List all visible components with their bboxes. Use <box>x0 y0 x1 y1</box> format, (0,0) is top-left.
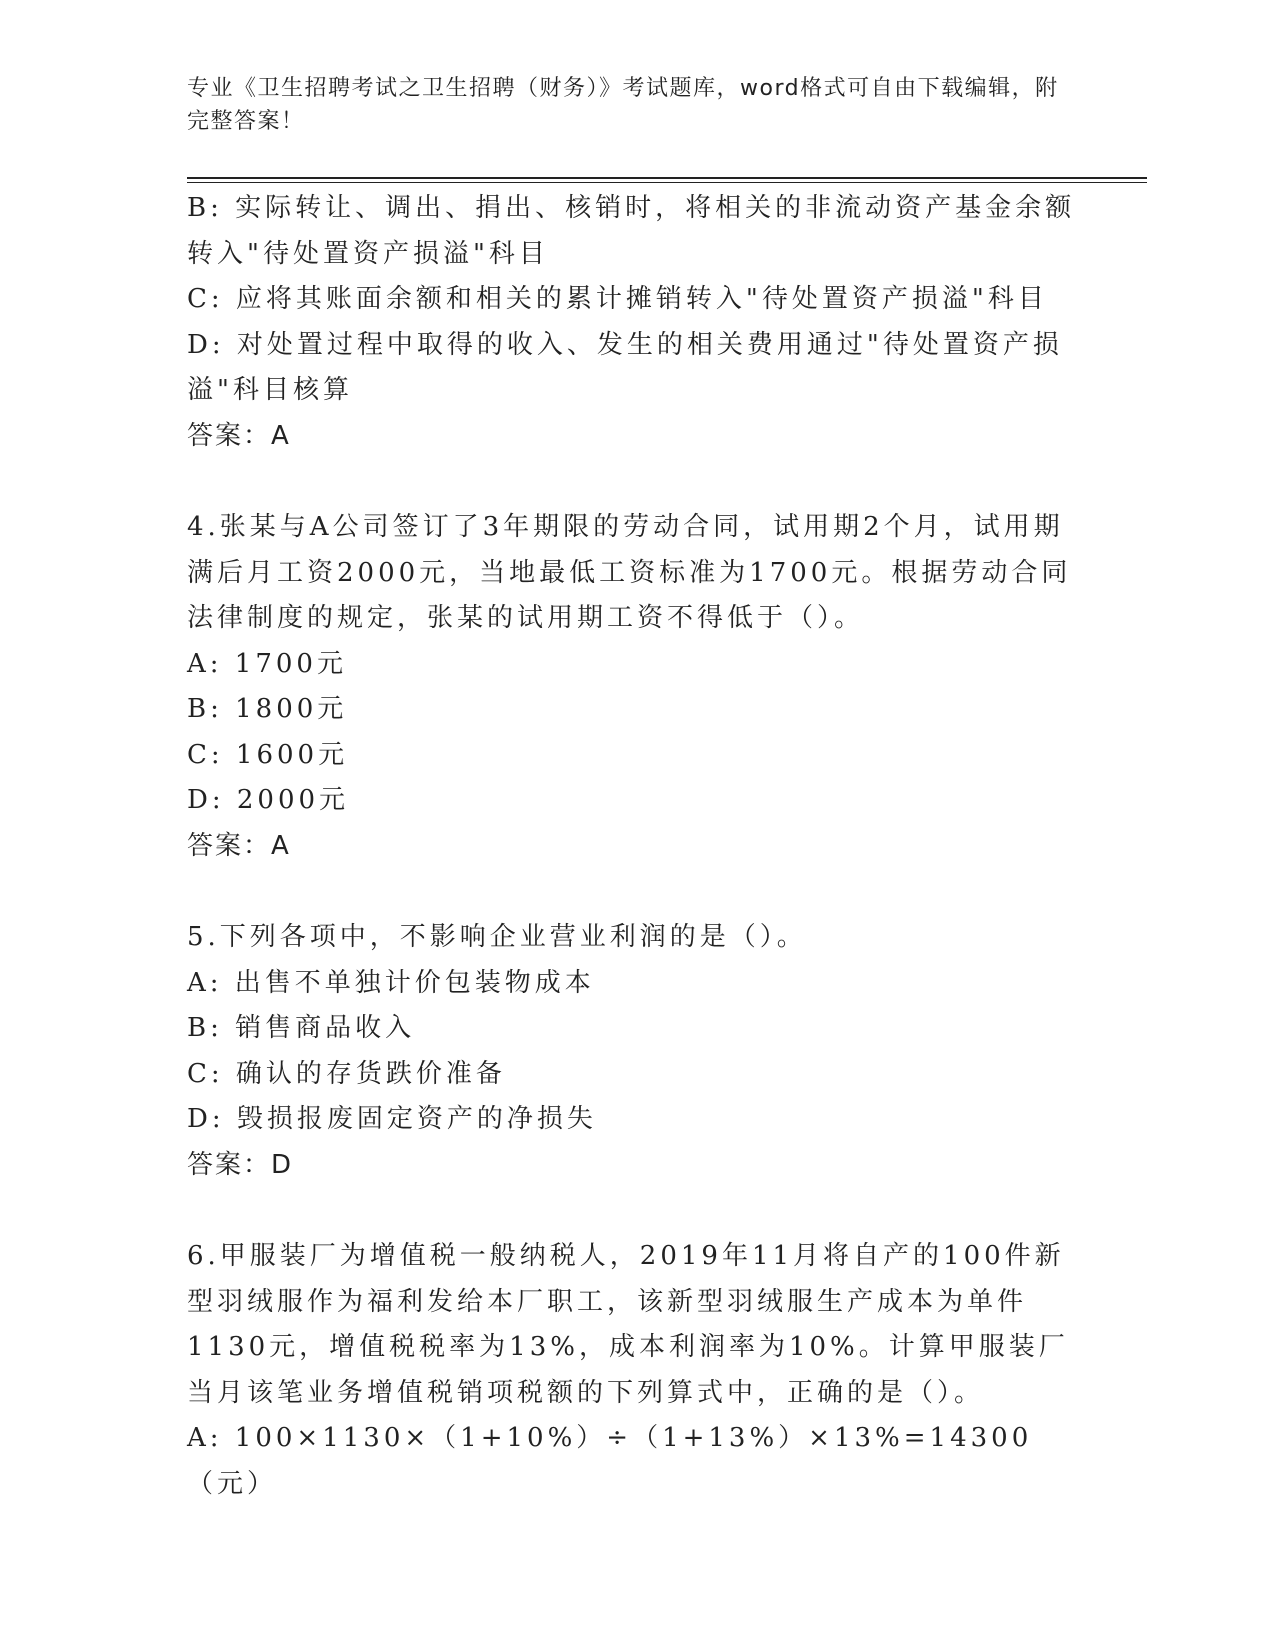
answer: 答案：A <box>187 420 291 451</box>
spacer <box>187 869 1077 915</box>
option-d: D: 毁损报废固定资产的净损失 <box>187 1104 597 1134</box>
answer: 答案：D <box>187 1149 294 1180</box>
option-d: D: 对处置过程中取得的收入、发生的相关费用通过"待处置资产损溢"科目核算 <box>187 329 1063 405</box>
spacer <box>187 459 1077 505</box>
option-d: D: 2000元 <box>187 785 350 815</box>
option-a: A: 出售不单独计价包装物成本 <box>187 967 595 998</box>
question-5 <box>187 915 1077 1188</box>
header-rule-thick <box>187 177 1147 179</box>
option-b: B: 实际转让、调出、捐出、核销时，将相关的非流动资产基金余额转入"待处置资产损溢"科目 <box>187 193 1076 269</box>
question-text: 5.下列各项中，不影响企业营业利润的是（）。 <box>187 922 807 952</box>
header-rule-thin <box>187 182 1147 183</box>
option-b: B: 销售商品收入 <box>187 1013 416 1043</box>
option-c: C: 应将其账面余额和相关的累计摊销转入"待处置资产损溢"科目 <box>187 284 1048 314</box>
document-header: 专业《卫生招聘考试之卫生招聘（财务）》考试题库，word格式可自由下载编辑，附完整答案！ <box>187 76 1059 134</box>
option-a: A: 100×1130×（1+10%）÷（1+13%）×13%=14300（元） <box>187 1423 1033 1499</box>
option-b: B: 1800元 <box>187 694 348 724</box>
option-c: C: 确认的存货跌价准备 <box>187 1058 506 1089</box>
question-6 <box>187 1234 1077 1507</box>
answer: 答案：A <box>187 830 291 861</box>
spacer <box>187 1188 1077 1234</box>
question-4 <box>187 505 1077 869</box>
option-a: A: 1700元 <box>187 648 347 679</box>
question-text: 4.张某与A公司签订了3年期限的劳动合同，试用期2个月，试用期满后月工资2000元，当地最低工资标准为1700元。根据劳动合同法律制度的规定，张某的试用期工资不得低于（）。 <box>187 512 1072 633</box>
question-text: 6.甲服装厂为增值税一般纳税人，2019年11月将自产的100件新型羽绒服作为福利发给本厂职工，该新型羽绒服生产成本为单件1130元，增值税税率为13%，成本利润率为10%。计算甲服装厂当月该笔业务增值税销项税额的下列算式中，正确的是（）。 <box>187 1241 1069 1408</box>
question-3-continued <box>187 186 1077 459</box>
document-body <box>187 186 1077 1507</box>
option-c: C: 1600元 <box>187 739 349 770</box>
